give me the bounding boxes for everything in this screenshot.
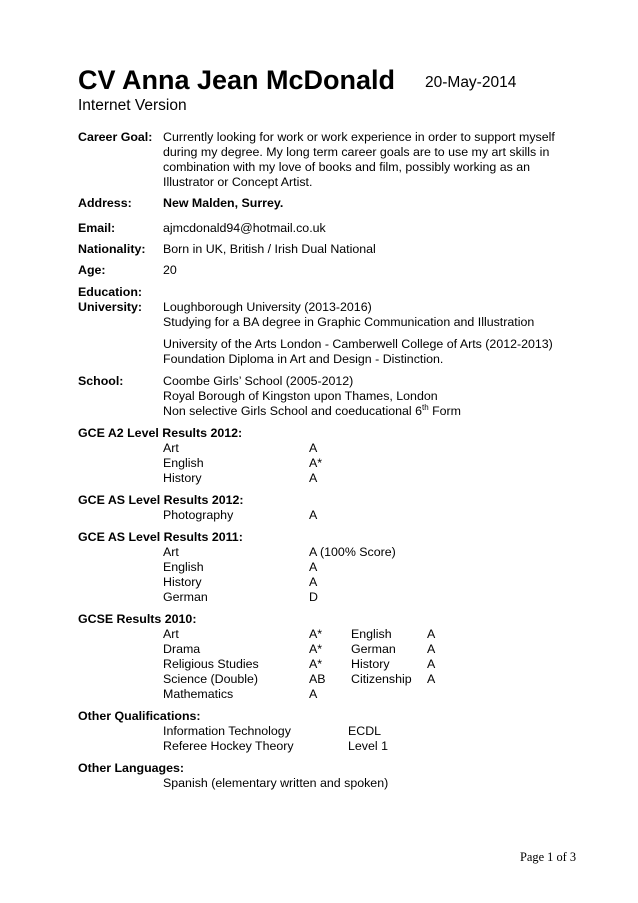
cv-version: Internet Version — [78, 97, 187, 114]
age-value: 20 — [163, 263, 177, 277]
result-grade: A* — [309, 456, 323, 470]
result-subject: German — [351, 642, 396, 656]
gce-as-2011-title: GCE AS Level Results 2011: — [78, 530, 243, 544]
result-grade: A — [309, 508, 318, 522]
result-grade: A* — [309, 657, 323, 671]
address-label: Address: — [78, 196, 132, 210]
result-grade: A* — [309, 627, 323, 641]
school-line: Royal Borough of Kingston upon Thames, London — [163, 389, 438, 403]
other-qualifications-title: Other Qualifications: — [78, 709, 201, 723]
school-line-tail: Form — [428, 404, 462, 418]
qualification-name: Referee Hockey Theory — [163, 739, 294, 753]
result-grade: A — [309, 575, 318, 589]
career-goal-line: during my degree. My long term career goals are to use my art skills in — [163, 145, 550, 159]
result-subject: Citizenship — [351, 672, 412, 686]
university-line: Loughborough University (2013-2016) — [163, 300, 372, 314]
result-grade: A — [427, 657, 436, 671]
ordinal-suffix: th — [421, 402, 429, 412]
university-line: University of the Arts London - Camberwell College of Arts (2012-2013) — [163, 337, 553, 351]
language-value: Spanish (elementary written and spoken) — [163, 776, 389, 790]
school-line — [163, 404, 461, 419]
address-value: New Malden, Surrey. — [163, 196, 284, 210]
qualification-value: ECDL — [348, 724, 382, 738]
age-label: Age: — [78, 263, 106, 277]
result-subject: Photography — [163, 508, 234, 522]
gce-a2-2012-title: GCE A2 Level Results 2012: — [78, 426, 243, 440]
nationality-label: Nationality: — [78, 242, 146, 256]
career-goal-line: Illustrator or Concept Artist. — [163, 175, 313, 189]
result-grade: A — [427, 642, 436, 656]
result-grade: D — [309, 590, 318, 604]
result-grade: A (100% Score) — [309, 545, 396, 559]
email-value: ajmcdonald94@hotmail.co.uk — [163, 221, 326, 235]
result-subject: English — [163, 560, 204, 574]
result-grade: A — [309, 687, 318, 701]
school-line-text: Non selective Girls School and coeducational 6 — [163, 404, 422, 418]
result-grade: A — [309, 441, 318, 455]
career-goal-label: Career Goal: — [78, 130, 153, 144]
result-subject: Drama — [163, 642, 201, 656]
result-subject: Art — [163, 441, 179, 455]
university-line: Studying for a BA degree in Graphic Communication and Illustration — [163, 315, 535, 329]
cv-date: 20-May-2014 — [425, 74, 517, 91]
email-label: Email: — [78, 221, 116, 235]
career-goal-line: combination with my love of books and film, possibly working as an — [163, 160, 531, 174]
other-languages-title: Other Languages: — [78, 761, 185, 775]
result-subject: Science (Double) — [163, 672, 259, 686]
result-subject: Mathematics — [163, 687, 234, 701]
nationality-value: Born in UK, British / Irish Dual National — [163, 242, 376, 256]
university-line: Foundation Diploma in Art and Design - Distinction. — [163, 352, 444, 366]
result-subject: Art — [163, 627, 179, 641]
result-subject: History — [351, 657, 390, 671]
result-grade: AB — [309, 672, 326, 686]
page-number: Page 1 of 3 — [520, 850, 577, 864]
education-label: Education: — [78, 285, 143, 299]
result-subject: Religious Studies — [163, 657, 259, 671]
university-label: University: — [78, 300, 143, 314]
school-line: Coombe Girls’ School (2005-2012) — [163, 374, 354, 388]
result-grade: A* — [309, 642, 323, 656]
gce-as-2012-title: GCE AS Level Results 2012: — [78, 493, 244, 507]
qualification-value: Level 1 — [348, 739, 388, 753]
result-subject: German — [163, 590, 208, 604]
result-grade: A — [427, 627, 436, 641]
result-grade: A — [309, 560, 318, 574]
result-grade: A — [309, 471, 318, 485]
result-grade: A — [427, 672, 436, 686]
result-subject: History — [163, 575, 202, 589]
gcse-2010-title: GCSE Results 2010: — [78, 612, 197, 626]
result-subject: History — [163, 471, 202, 485]
result-subject: Art — [163, 545, 179, 559]
career-goal-line: Currently looking for work or work experience in order to support myself — [163, 130, 555, 144]
result-subject: English — [351, 627, 392, 641]
qualification-name: Information Technology — [163, 724, 291, 738]
result-subject: English — [163, 456, 204, 470]
cv-title: CV Anna Jean McDonald — [78, 65, 396, 95]
school-label: School: — [78, 374, 124, 388]
